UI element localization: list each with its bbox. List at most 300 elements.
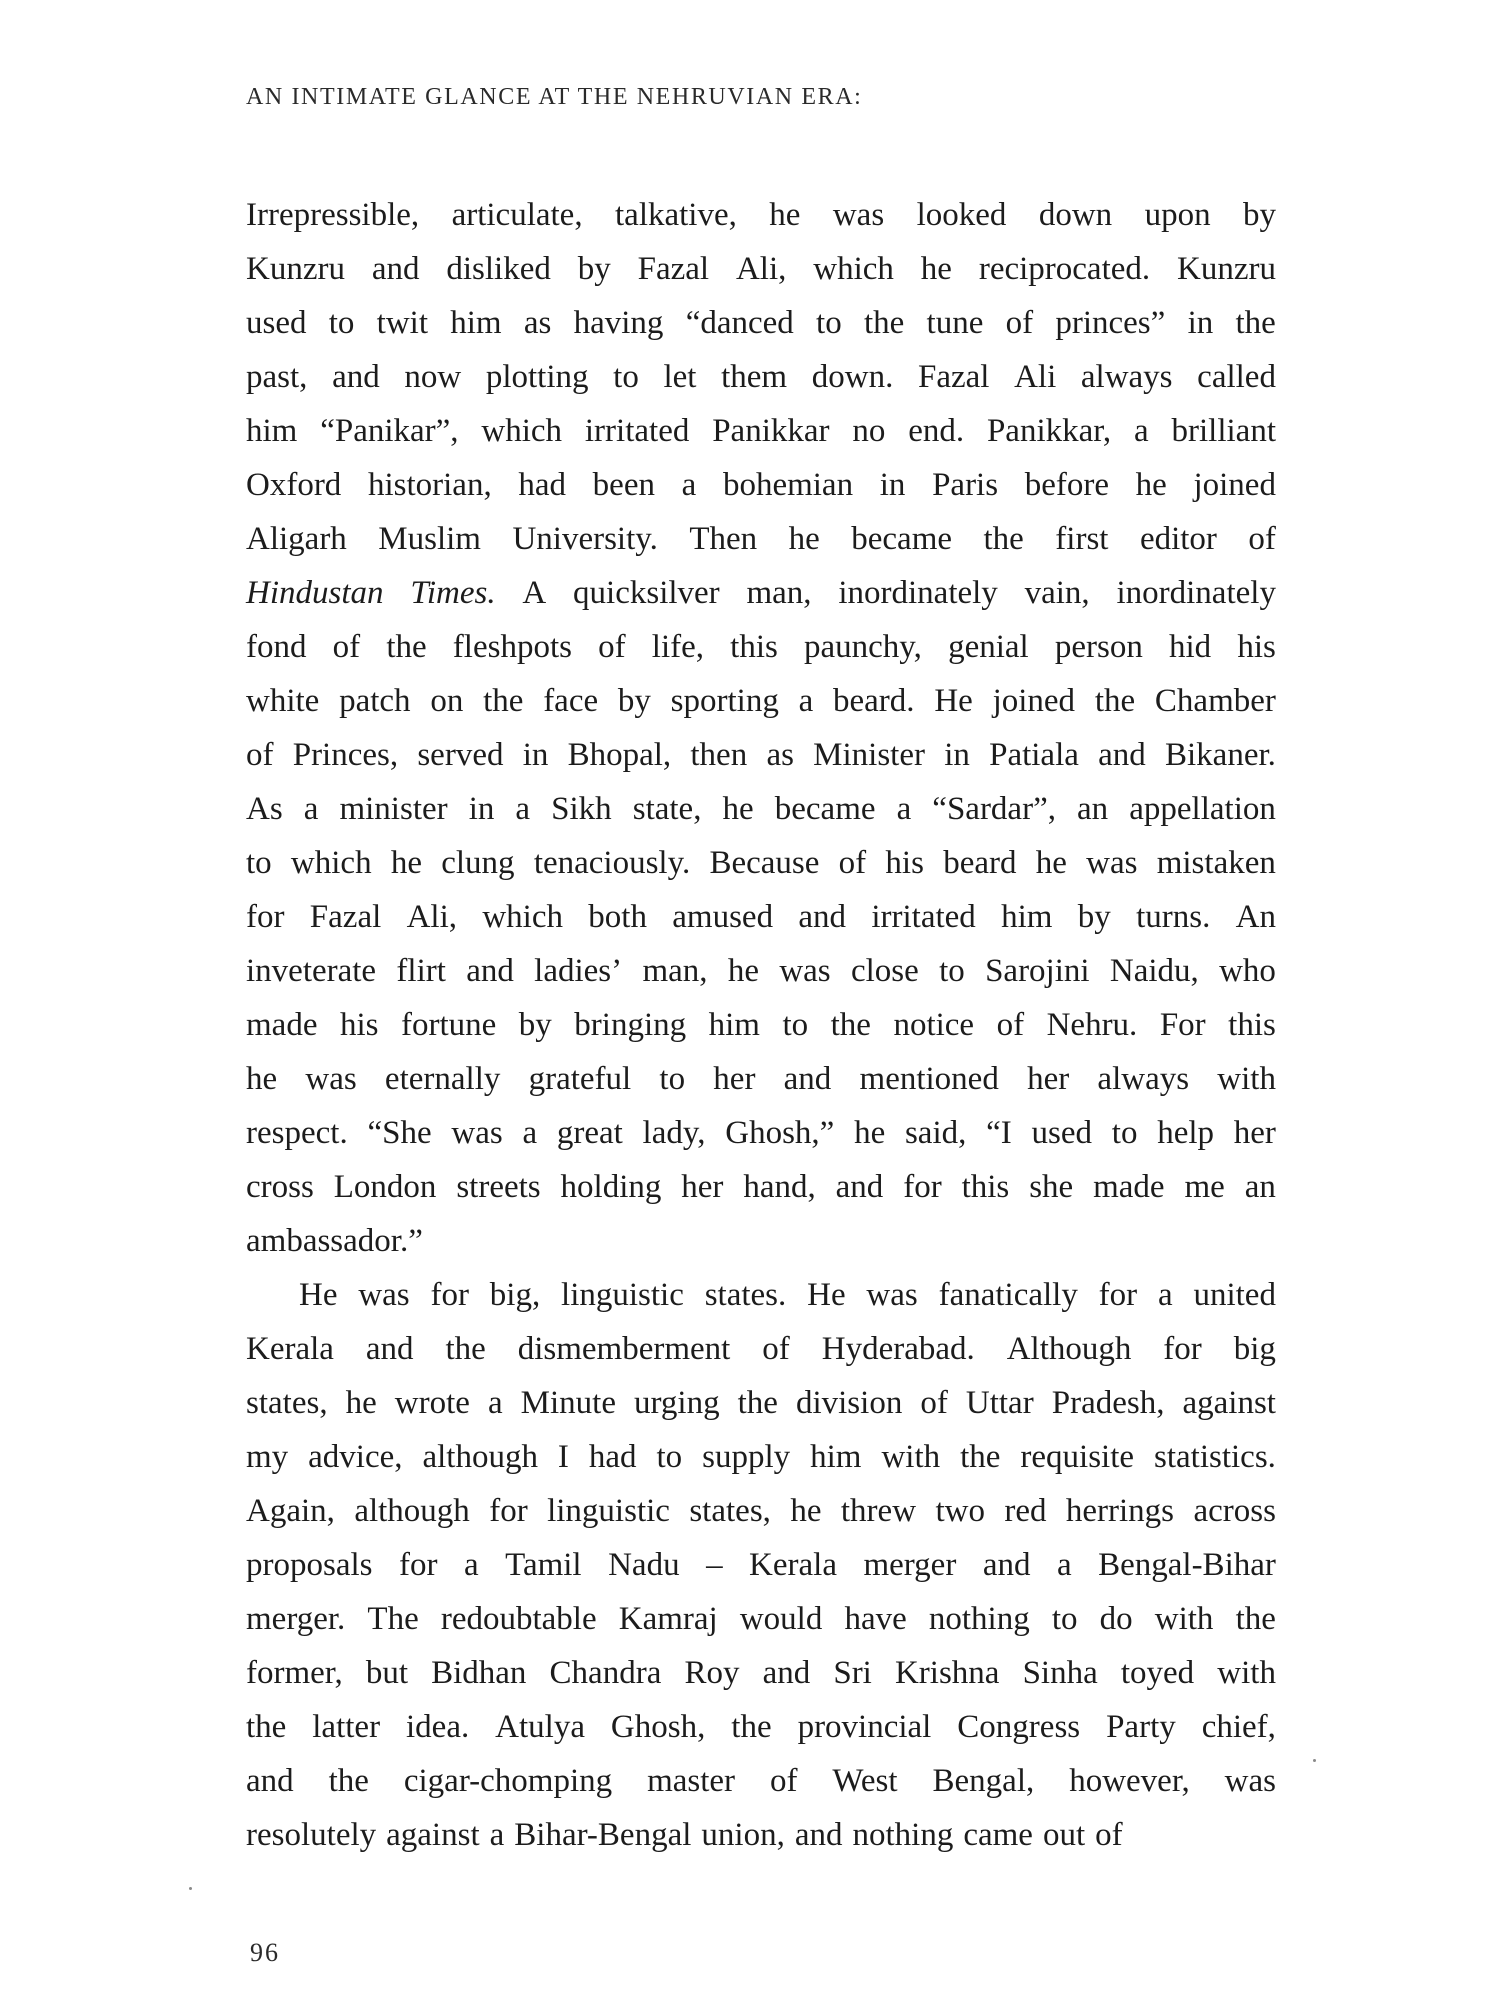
- word: said,: [904, 1115, 967, 1151]
- word: Bhopal,: [567, 737, 672, 773]
- word: fond: [246, 629, 307, 665]
- word: the: [983, 521, 1024, 557]
- word: minister: [339, 791, 448, 827]
- word: been: [592, 467, 655, 503]
- word: –: [706, 1547, 723, 1583]
- word: the: [960, 1439, 1001, 1475]
- word: respect.: [246, 1115, 348, 1151]
- word: genial: [948, 629, 1029, 665]
- word: provincial: [797, 1709, 932, 1745]
- word: out: [1042, 1817, 1086, 1853]
- word: Sarojini: [985, 953, 1090, 989]
- word: him: [810, 1439, 862, 1475]
- word: the: [445, 1331, 486, 1367]
- word: was: [1224, 1763, 1276, 1799]
- word: white: [246, 683, 320, 719]
- page-number: 96: [250, 1938, 280, 1967]
- word: across: [1193, 1493, 1276, 1529]
- word: the: [386, 629, 427, 665]
- word: and: [982, 1547, 1031, 1583]
- word: person: [1054, 629, 1143, 665]
- word: made: [1093, 1169, 1165, 1205]
- word: always: [1097, 1061, 1190, 1097]
- word: Ghosh,”: [725, 1115, 835, 1151]
- word: upon: [1144, 197, 1211, 233]
- word: Atulya: [495, 1709, 585, 1745]
- word: linguistic: [547, 1493, 670, 1529]
- word: a: [798, 683, 814, 719]
- word: threw: [840, 1493, 917, 1529]
- word: brilliant: [1171, 413, 1276, 449]
- word: first: [1055, 521, 1109, 557]
- word: of: [838, 845, 867, 881]
- word: he: [790, 1493, 822, 1529]
- word: have: [844, 1601, 907, 1637]
- word: by: [617, 683, 651, 719]
- word: which: [290, 845, 372, 881]
- text-line: [246, 1376, 1276, 1430]
- word: fanatically: [938, 1277, 1078, 1313]
- word: them: [721, 359, 788, 395]
- word: requisite: [1020, 1439, 1135, 1475]
- word: beard.: [833, 683, 915, 719]
- word: states,: [246, 1385, 328, 1421]
- word: having: [573, 305, 664, 341]
- word: both: [588, 899, 647, 935]
- text-line: [246, 1106, 1276, 1160]
- word: latter: [312, 1709, 381, 1745]
- word: the: [731, 1709, 772, 1745]
- word: to: [939, 953, 965, 989]
- word: historian,: [367, 467, 492, 503]
- word: of: [762, 1331, 790, 1367]
- word: a: [303, 791, 319, 827]
- word: Panikkar,: [986, 413, 1112, 449]
- word: vain,: [1024, 575, 1090, 611]
- word: dismemberment: [517, 1331, 731, 1367]
- word: Bidhan: [431, 1655, 527, 1691]
- word: this: [1228, 1007, 1276, 1043]
- word: Kunzru: [246, 251, 345, 287]
- word: paunchy,: [804, 629, 922, 665]
- word: her: [1027, 1061, 1070, 1097]
- text-line: [246, 1160, 1276, 1214]
- word: for: [489, 1493, 528, 1529]
- word: cigar-chomping: [403, 1763, 613, 1799]
- word: called: [1197, 359, 1276, 395]
- word: for: [903, 1169, 942, 1205]
- text-line: [246, 890, 1276, 944]
- word: against: [386, 1817, 480, 1853]
- word: Tamil: [505, 1547, 582, 1583]
- word: notice: [893, 1007, 975, 1043]
- word: let: [663, 359, 697, 395]
- word: Minister: [813, 737, 925, 773]
- word: Bikaner.: [1165, 737, 1276, 773]
- word: in: [522, 737, 549, 773]
- word: the: [246, 1709, 287, 1745]
- word: which: [813, 251, 894, 287]
- word: Sri: [833, 1655, 872, 1691]
- word: bohemian: [722, 467, 854, 503]
- word: this: [961, 1169, 1010, 1205]
- word: her: [713, 1061, 756, 1097]
- word: Aligarh: [246, 521, 347, 557]
- word: linguistic: [561, 1277, 684, 1313]
- word: of: [920, 1385, 948, 1421]
- word: Uttar: [965, 1385, 1034, 1421]
- word: Party: [1106, 1709, 1176, 1745]
- word: A: [522, 575, 547, 611]
- word: The: [367, 1601, 419, 1637]
- text-line: [246, 350, 1276, 404]
- word: Fazal: [917, 359, 990, 395]
- word: Sikh: [551, 791, 612, 827]
- word: me: [1184, 1169, 1225, 1205]
- word: articulate,: [451, 197, 583, 233]
- word: nothing: [928, 1601, 1030, 1637]
- word: Nadu: [608, 1547, 680, 1583]
- word: fleshpots: [452, 629, 572, 665]
- word: clung: [441, 845, 515, 881]
- word: Fazal: [309, 899, 382, 935]
- word: Roy: [684, 1655, 740, 1691]
- word: her: [1233, 1115, 1276, 1151]
- word: and: [783, 1061, 832, 1097]
- word: the: [863, 305, 905, 341]
- word: life,: [651, 629, 705, 665]
- word: advice,: [308, 1439, 403, 1475]
- word: mistaken: [1156, 845, 1276, 881]
- word: was: [305, 1061, 357, 1097]
- word: he: [769, 197, 801, 233]
- word: princes”: [1055, 305, 1166, 341]
- text-line: [246, 566, 1276, 620]
- paper-speck: [1313, 1759, 1316, 1762]
- word: a: [681, 467, 697, 503]
- word: merger.: [246, 1601, 346, 1637]
- text-line: [246, 1754, 1276, 1808]
- text-line: [246, 188, 1276, 242]
- word: had: [588, 1439, 637, 1475]
- word: an: [1244, 1169, 1276, 1205]
- word: Ghosh,: [610, 1709, 706, 1745]
- text-line: [246, 944, 1276, 998]
- word: “She: [367, 1115, 432, 1151]
- word: the: [737, 1385, 778, 1421]
- word: the: [483, 683, 524, 719]
- word: patch: [339, 683, 411, 719]
- word: as: [523, 305, 552, 341]
- word: urging: [634, 1385, 720, 1421]
- word: used: [1031, 1115, 1093, 1151]
- text-line: [246, 1322, 1276, 1376]
- text-line: [246, 1646, 1276, 1700]
- word: now: [404, 359, 462, 395]
- word: of: [246, 737, 274, 773]
- word: down.: [811, 359, 894, 395]
- word: fortune: [400, 1007, 497, 1043]
- word: Naidu,: [1109, 953, 1199, 989]
- word: him: [450, 305, 502, 341]
- word: joined: [992, 683, 1076, 719]
- word: to: [1111, 1115, 1138, 1151]
- word: reciprocated.: [978, 251, 1151, 287]
- text-line: [246, 296, 1276, 350]
- word: Kerala: [246, 1331, 334, 1367]
- word: was: [866, 1277, 918, 1313]
- word: past,: [246, 359, 308, 395]
- word: he: [390, 845, 422, 881]
- word: of: [769, 1763, 798, 1799]
- word: University.: [512, 521, 658, 557]
- word: nothing: [852, 1817, 954, 1853]
- word: man,: [642, 953, 708, 989]
- word: union,: [701, 1817, 785, 1853]
- word: his: [339, 1007, 379, 1043]
- word: to: [782, 1007, 809, 1043]
- word: his: [1237, 629, 1276, 665]
- word: master: [647, 1763, 736, 1799]
- word: Then: [689, 521, 758, 557]
- word: with: [881, 1439, 941, 1475]
- word: hid: [1169, 629, 1212, 665]
- word: however,: [1069, 1763, 1190, 1799]
- word: amused: [672, 899, 774, 935]
- word: West: [832, 1763, 898, 1799]
- word: on: [430, 683, 464, 719]
- word: great: [556, 1115, 623, 1151]
- word: and: [762, 1655, 811, 1691]
- word: Bihar-Bengal: [514, 1817, 692, 1853]
- word: toyed: [1120, 1655, 1195, 1691]
- word: a: [515, 791, 531, 827]
- word: but: [365, 1655, 408, 1691]
- word: Nehru.: [1046, 1007, 1138, 1043]
- word: by: [518, 1007, 552, 1043]
- word: big,: [489, 1277, 541, 1313]
- word: appellation: [1129, 791, 1276, 827]
- word: by: [577, 251, 611, 287]
- word: to: [816, 305, 842, 341]
- word: was: [1086, 845, 1138, 881]
- text-line: [246, 1592, 1276, 1646]
- word: joined: [1193, 467, 1276, 503]
- word: London: [333, 1169, 437, 1205]
- word: him: [246, 413, 298, 449]
- word: an: [1077, 791, 1109, 827]
- word: tenaciously.: [533, 845, 691, 881]
- word: a: [896, 791, 912, 827]
- word: As: [246, 791, 283, 827]
- word: disliked: [446, 251, 551, 287]
- word: man,: [746, 575, 812, 611]
- word: of: [332, 629, 361, 665]
- word: Fazal: [637, 251, 710, 287]
- word: a: [1056, 1547, 1072, 1583]
- word: the: [328, 1763, 369, 1799]
- text-line: [246, 998, 1276, 1052]
- word: Panikkar: [712, 413, 830, 449]
- word: turns.: [1136, 899, 1211, 935]
- word: ambassador.”: [246, 1223, 423, 1259]
- text-line: [246, 1808, 1276, 1862]
- word: merger: [863, 1547, 957, 1583]
- word: he: [722, 791, 754, 827]
- word: the: [1094, 683, 1136, 719]
- word: which: [482, 899, 563, 935]
- text-line: [246, 1430, 1276, 1484]
- word: chief,: [1201, 1709, 1276, 1745]
- word: of: [996, 1007, 1025, 1043]
- word: a: [1134, 413, 1149, 449]
- text-line: [246, 242, 1276, 296]
- word: Kunzru: [1177, 251, 1276, 287]
- word: division: [795, 1385, 903, 1421]
- word: before: [1024, 467, 1109, 503]
- word: which: [481, 413, 563, 449]
- word: inordinately: [838, 575, 998, 611]
- word: of: [598, 629, 626, 665]
- word: irritated: [871, 899, 976, 935]
- word: my: [246, 1439, 289, 1475]
- word: a: [487, 1385, 503, 1421]
- word: to: [246, 845, 272, 881]
- word: for: [398, 1547, 438, 1583]
- word: as: [766, 737, 794, 773]
- word: proposals: [246, 1547, 373, 1583]
- word: Oxford: [246, 467, 342, 503]
- word: by: [1242, 197, 1276, 233]
- word: wrote: [394, 1385, 470, 1421]
- word: flirt: [396, 953, 446, 989]
- text-line: [246, 1700, 1276, 1754]
- text-line: [246, 674, 1276, 728]
- word: who: [1219, 953, 1276, 989]
- word: against: [1182, 1385, 1276, 1421]
- word: him: [1001, 899, 1053, 935]
- word: sporting: [670, 683, 779, 719]
- word: he: [788, 521, 820, 557]
- word: the: [830, 1007, 871, 1043]
- word: eternally: [384, 1061, 501, 1097]
- word: looked: [916, 197, 1007, 233]
- word: and: [1098, 737, 1146, 773]
- word: and: [371, 251, 420, 287]
- word: end.: [908, 413, 965, 449]
- word: served: [417, 737, 504, 773]
- word: for: [246, 899, 285, 935]
- word: “I: [986, 1115, 1012, 1151]
- word: supply: [702, 1439, 791, 1475]
- word: in: [879, 467, 906, 503]
- word: herrings: [1065, 1493, 1175, 1529]
- word: the: [1235, 1601, 1276, 1637]
- running-head: AN INTIMATE GLANCE AT THE NEHRUVIAN ERA:: [246, 84, 863, 110]
- word: two: [935, 1493, 985, 1529]
- word: a: [1157, 1277, 1173, 1313]
- word: resolutely: [246, 1817, 377, 1853]
- word: “danced: [685, 305, 794, 341]
- word: Congress: [957, 1709, 1081, 1745]
- word: she: [1029, 1169, 1074, 1205]
- word: to: [1051, 1601, 1078, 1637]
- word: big: [1233, 1331, 1276, 1367]
- word: would: [739, 1601, 823, 1637]
- word: and: [794, 1817, 843, 1853]
- word: although: [354, 1493, 470, 1529]
- word: Krishna: [894, 1655, 1000, 1691]
- word: “Panikar”,: [320, 413, 459, 449]
- word: came: [963, 1817, 1033, 1853]
- word: editor: [1139, 521, 1217, 557]
- word: his: [885, 845, 924, 881]
- word: united: [1193, 1277, 1276, 1313]
- word: do: [1099, 1601, 1133, 1637]
- word: tune: [926, 305, 984, 341]
- word: streets: [456, 1169, 541, 1205]
- word: of: [1095, 1817, 1123, 1853]
- word: a: [522, 1115, 538, 1151]
- word: idea.: [406, 1709, 470, 1745]
- word: holding: [560, 1169, 662, 1205]
- word: with: [1154, 1601, 1214, 1637]
- word: her: [681, 1169, 724, 1205]
- word: had: [518, 467, 567, 503]
- word: Kamraj: [618, 1601, 718, 1637]
- word: and: [246, 1763, 294, 1799]
- word: for: [1163, 1331, 1202, 1367]
- word: I: [557, 1439, 569, 1475]
- word: of: [1248, 521, 1276, 557]
- word: always: [1080, 359, 1173, 395]
- word: Princes,: [292, 737, 399, 773]
- word: he: [920, 251, 952, 287]
- word: beard: [943, 845, 1017, 881]
- word: then: [690, 737, 748, 773]
- word: red: [1004, 1493, 1047, 1529]
- word: Ali,: [735, 251, 787, 287]
- word: became: [774, 791, 876, 827]
- word: he: [1135, 467, 1167, 503]
- word: was: [451, 1115, 503, 1151]
- word: Ali: [1014, 359, 1057, 395]
- word: Bengal-Bihar: [1098, 1547, 1276, 1583]
- word: Paris: [932, 467, 999, 503]
- word: hand,: [743, 1169, 816, 1205]
- word: close: [850, 953, 919, 989]
- text-line: [246, 728, 1276, 782]
- word: help: [1157, 1115, 1215, 1151]
- word: became: [851, 521, 953, 557]
- word: down: [1038, 197, 1113, 233]
- text-line: [246, 404, 1276, 458]
- word: with: [1217, 1061, 1276, 1097]
- word: Chamber: [1154, 683, 1276, 719]
- word: irritated: [584, 413, 690, 449]
- word: Irrepressible,: [246, 197, 420, 233]
- word: Bengal,: [932, 1763, 1035, 1799]
- word: with: [1217, 1655, 1276, 1691]
- word: Sinha: [1022, 1655, 1098, 1691]
- paper-speck: [189, 1887, 192, 1890]
- word: the: [1235, 305, 1276, 341]
- word: He: [299, 1277, 338, 1313]
- word: redoubtable: [440, 1601, 597, 1637]
- word: was: [779, 953, 831, 989]
- word: used: [246, 305, 307, 341]
- word: and: [466, 953, 514, 989]
